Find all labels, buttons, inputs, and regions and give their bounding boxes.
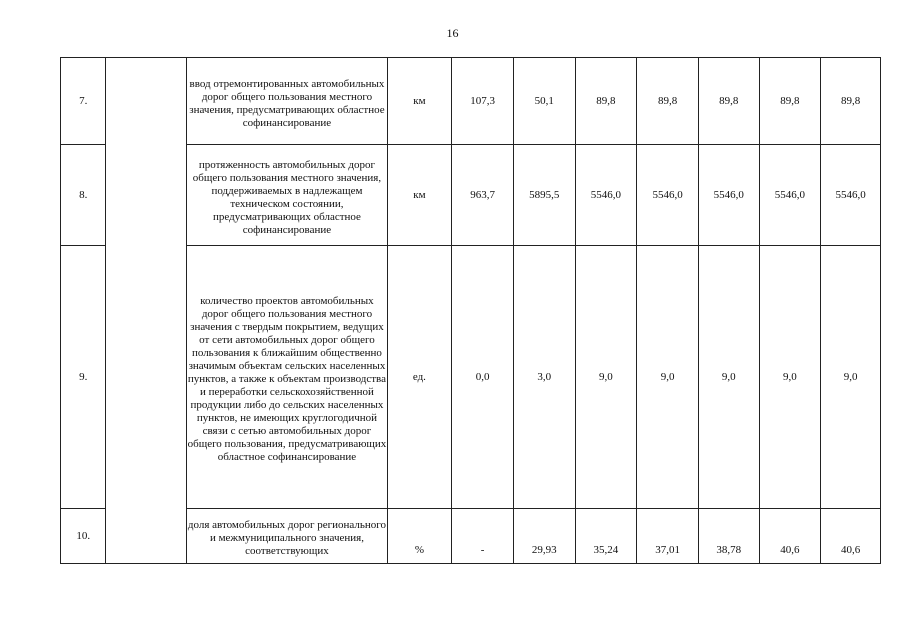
value-cell: 9,0 [637, 246, 699, 509]
value-cell: 89,8 [637, 58, 699, 145]
value-cell: 9,0 [575, 246, 637, 509]
value-cell: 963,7 [452, 145, 514, 246]
value-cell: 89,8 [698, 58, 759, 145]
value-cell: 9,0 [821, 246, 881, 509]
value-cell: 9,0 [698, 246, 759, 509]
row-number: 7. [61, 58, 106, 145]
indicator-description: ввод отремонтированных автомобильных дорог общего пользования местного значения, предусматривающих областное софинансирование [187, 58, 387, 145]
value-cell: 89,8 [759, 58, 821, 145]
value-cell: 0,0 [452, 246, 514, 509]
value-cell: 89,8 [575, 58, 637, 145]
value-cell: 5546,0 [637, 145, 699, 246]
indicator-description: количество проектов автомобильных дорог общего пользования местного значения с твердым покрытием, ведущих от сети автомобильных дорог общего пользования к ближайшим общественно значимым объектам сельских населенных пунктов, а также к объектам производства и переработки сельскохозяйственной продукции либо до сельских населенных пунктов, не имеющих круглогодичной связи с сетью автомобильных дорог общего пользования, предусматривающих областное софинансирование [187, 246, 387, 509]
value-cell: 5546,0 [698, 145, 759, 246]
value-cell: 38,78 [698, 509, 759, 564]
value-cell: 9,0 [759, 246, 821, 509]
table-row [61, 58, 881, 145]
row-number: 10. [61, 509, 106, 564]
value-cell: 40,6 [821, 509, 881, 564]
value-cell: 3,0 [513, 246, 575, 509]
indicator-description: протяженность автомобильных дорог общего пользования местного значения, поддерживаемых в надлежащем техническом состоянии, предусматривающих областное софинансирование [187, 145, 387, 246]
value-cell: 40,6 [759, 509, 821, 564]
value-cell: 5546,0 [759, 145, 821, 246]
value-cell: 89,8 [821, 58, 881, 145]
page-number: 16 [446, 26, 459, 40]
value-cell: 5546,0 [821, 145, 881, 246]
value-cell: 35,24 [575, 509, 637, 564]
row-number: 9. [61, 246, 106, 509]
value-cell: 5895,5 [513, 145, 575, 246]
value-cell: 5546,0 [575, 145, 637, 246]
value-cell: - [452, 509, 514, 564]
value-cell: 29,93 [513, 509, 575, 564]
value-cell: 50,1 [513, 58, 575, 145]
unit-cell: ед. [387, 246, 452, 509]
empty-column-cell [106, 58, 187, 564]
value-cell: 37,01 [637, 509, 699, 564]
indicator-description: доля автомобильных дорог регионального и межмуниципального значения, соответствующих [187, 509, 387, 564]
value-cell: 107,3 [452, 58, 514, 145]
row-number: 8. [61, 145, 106, 246]
unit-cell: км [387, 58, 452, 145]
unit-cell: % [387, 509, 452, 564]
indicators-table [60, 57, 881, 564]
unit-cell: км [387, 145, 452, 246]
